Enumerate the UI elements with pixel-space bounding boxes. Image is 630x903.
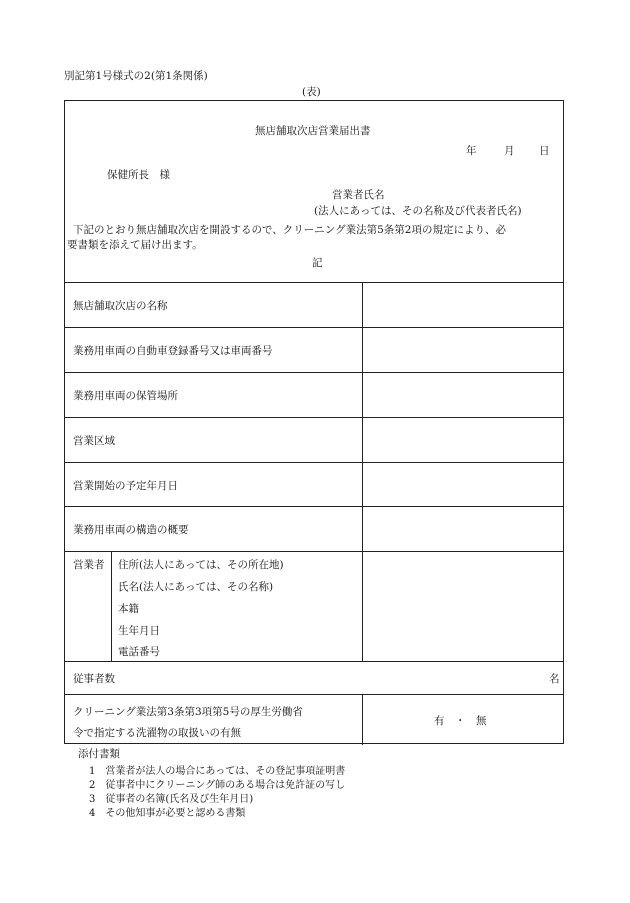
operator-address-label: 住所(法人にあっては、その所在地)	[118, 559, 284, 571]
employees-unit: 名	[549, 673, 560, 685]
recipient: 保健所長 様	[107, 169, 170, 181]
row-divider	[65, 694, 563, 695]
attachments-heading: 添付書類	[78, 748, 120, 760]
side-label: (表)	[302, 86, 321, 98]
application-form	[64, 100, 564, 744]
row-divider	[65, 661, 563, 662]
vehicle-reg-label: 業務用車両の自動車登録番号又は車両番号	[73, 345, 273, 357]
date-year: 年	[466, 145, 477, 157]
vehicle-structure-label: 業務用車両の構造の概要	[73, 524, 189, 536]
start-date-label: 営業開始の予定年月日	[73, 480, 178, 492]
row-divider	[65, 551, 563, 552]
operator-phone-label: 電話番号	[118, 646, 160, 658]
ki-label: 記	[312, 257, 323, 269]
row-divider	[65, 327, 563, 328]
date-month: 月	[504, 145, 515, 157]
form-number: 別記第1号様式の2(第1条関係)	[64, 70, 208, 82]
column-divider	[362, 694, 363, 745]
applicant-note: (法人にあっては、その名称及び代表者氏名)	[314, 205, 522, 217]
laundry-choice: 有 ・ 無	[434, 715, 487, 727]
business-area-label: 営業区域	[73, 435, 115, 447]
operator-divider	[111, 551, 112, 661]
applicant-label: 営業者氏名	[332, 189, 385, 201]
store-name-label: 無店舗取次店の名称	[73, 300, 168, 312]
attachment-item: 4 その他知事が必要と認める書類	[89, 808, 246, 819]
operator-birth-label: 生年月日	[118, 625, 160, 637]
row-divider	[65, 372, 563, 373]
operator-name-label: 氏名(法人にあっては、その名称)	[118, 581, 274, 593]
date-day: 日	[539, 145, 550, 157]
row-divider	[65, 417, 563, 418]
form-title: 無店舗取次店営業届出書	[255, 125, 371, 137]
attachment-item: 2 従事者中にクリーニング師のある場合は免許証の写し	[89, 780, 346, 791]
body-line-2: 要書類を添えて届け出ます。	[67, 239, 203, 251]
row-divider	[65, 506, 563, 507]
attachment-item: 3 従事者の名簿(氏名及び生年月日)	[89, 794, 254, 805]
body-line-1: 下記のとおり無店舗取次店を開設するので、クリーニング業法第5条第2項の規定により、必	[73, 224, 506, 236]
vehicle-storage-label: 業務用車両の保管場所	[73, 390, 178, 402]
laundry-line-2: 令で指定する洗濯物の取扱いの有無	[73, 727, 241, 739]
employees-label: 従事者数	[73, 673, 115, 685]
row-divider	[65, 282, 563, 283]
laundry-line-1: クリーニング業法第3条第3項第5号の厚生労働省	[73, 706, 303, 718]
column-divider	[362, 282, 363, 661]
operator-label: 営業者	[73, 559, 105, 571]
operator-domicile-label: 本籍	[118, 603, 139, 615]
attachment-item: 1 営業者が法人の場合にあっては、その登記事項証明書	[89, 766, 346, 777]
row-divider	[65, 462, 563, 463]
